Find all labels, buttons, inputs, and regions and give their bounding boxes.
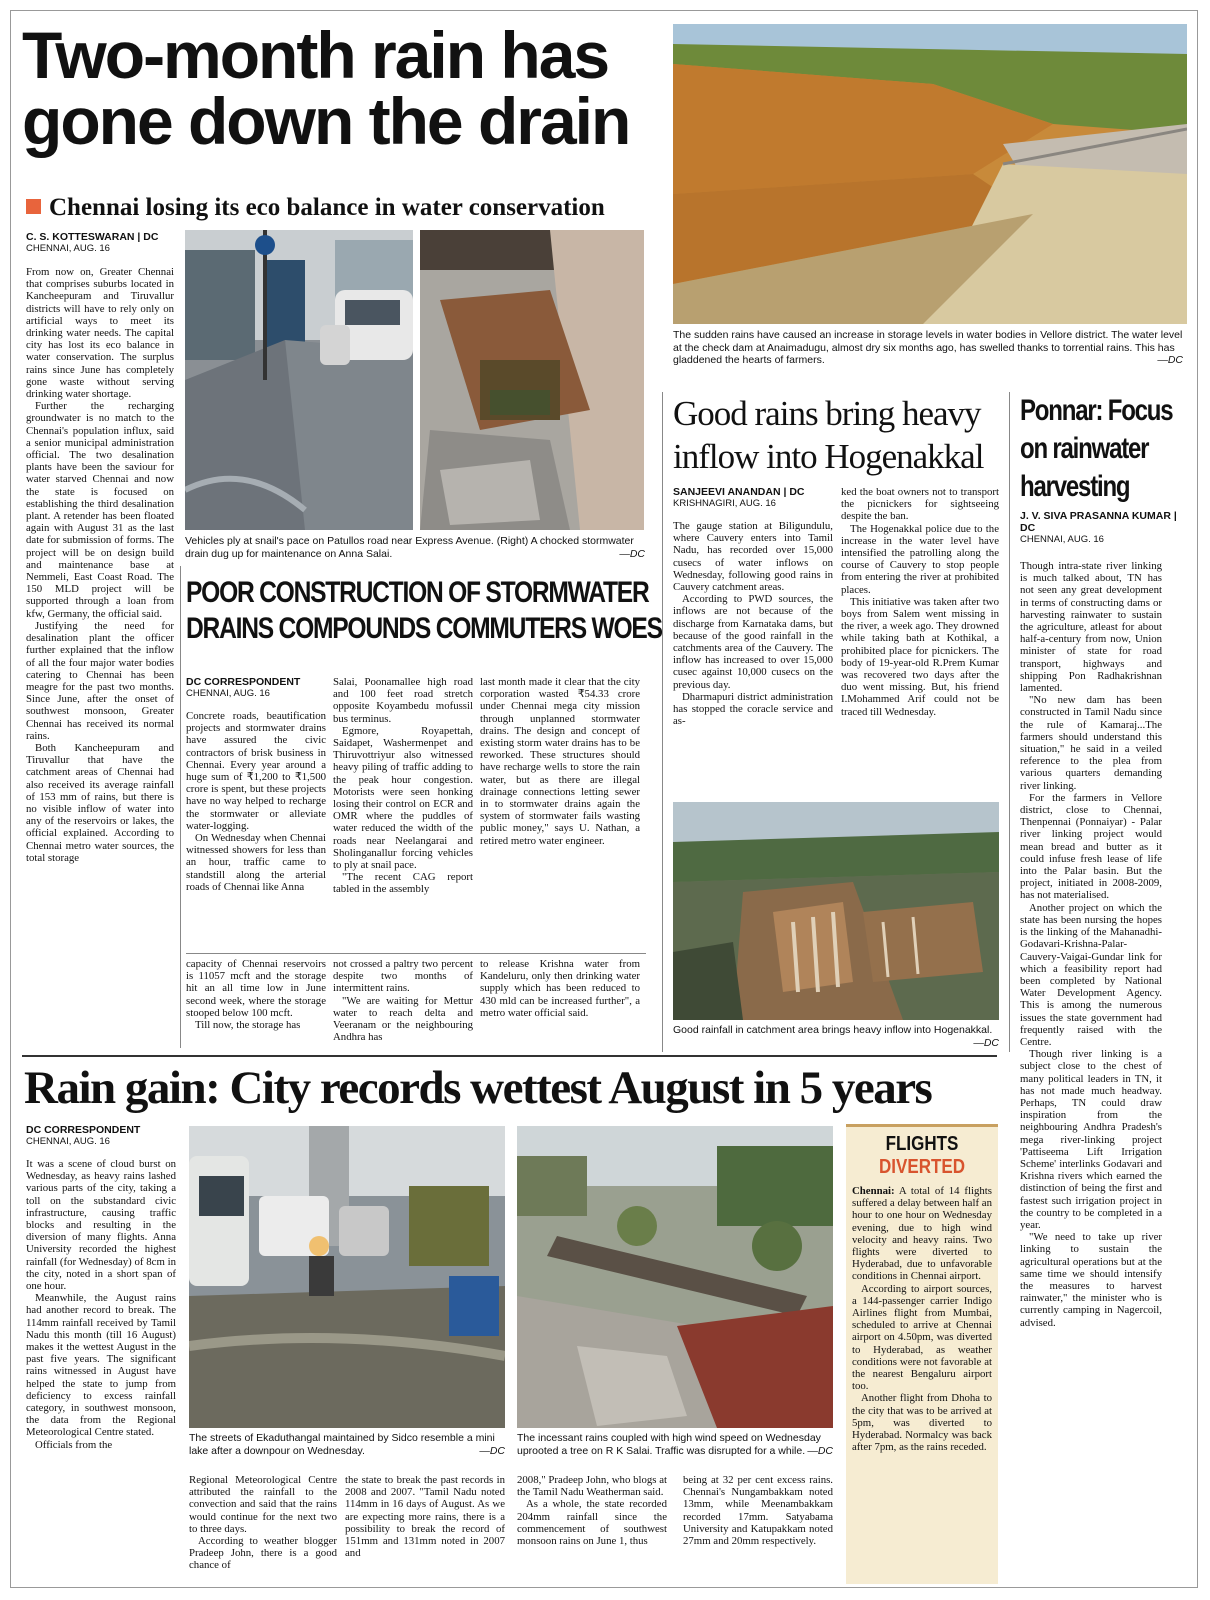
paragraph: According to airport sources, a 144-passenger carrier Indigo Airlines flight from Mumbai, scheduled to arrive at Chennai airport on 4.50pm, was diverted to Hyderabad, as weather conditions were not favorable at the nearest Bengaluru airport too. [852, 1282, 992, 1393]
photo-hogenakkal [673, 802, 999, 1020]
dam-photo-icon [673, 24, 1187, 324]
paragraph: last month made it clear that the city corporation wasted ₹54.33 crore under Chennai mega city mission through unplanned stormwater drains. The design and concept of existing storm water drains has to be reworked. These structures should have recharge wells to store the rain water, but as there are illegal drainage connections letting sewer in to stormwater drains again the system of stormwater fails wasting public money," says U. Nathan, a retired metro water engineer. [480, 676, 640, 847]
headline-line: POOR CONSTRUCTION OF STORMWATER [186, 576, 649, 609]
story5-headline: Rain gain: City records wettest August in 5 years [24, 1062, 932, 1114]
main-headline: Two-month rain has gone down the drain [22, 18, 630, 158]
paragraph: Egmore, Royapettah, Saidapet, Washermenpet and Thiruvottriyur also witnessed heavy piling of traffic adding to the peak hour congestion. Motorists were seen honking losing their control on ECR and OMR where the puddles of water reduced the width of the roads near Neelangarai and Sholinganallur forcing vehicles to ply at snail pace. [333, 724, 473, 872]
photo-credit: —DC [807, 1444, 833, 1457]
byline: J. V. SIVA PRASANNA KUMAR | DC [1020, 510, 1177, 534]
caption-text: The streets of Ekaduthangal maintained by Sidco resemble a mini lake after a downpour on Wednesday. [189, 1432, 495, 1457]
paragraph: A total of 14 flights suffered a delay between half an hour to one hour on Wednesday evening, due to high wind velocity and heavy rains. Two flights were diverted to Hyderabad, due to unfavorable conditions in Chennai airport. [852, 1185, 992, 1283]
story3-column-1 [673, 520, 833, 800]
paragraph: Justifying the need for desalination plant the officer further explained that the inflow of all the four major water bodies catering to Chennai has been meagre for the past two months. Since June, after the onset of southwest monsoon, Greater Chennai has received its normal rains. [26, 619, 174, 742]
paragraph: "The recent CAG report tabled in the assembly [333, 871, 473, 896]
fallen-tree-photo-icon [517, 1126, 833, 1428]
paragraph: On Wednesday when Chennai witnessed showers for less than an hour, traffic came to standstill along the arterial roads of Chennai like Anna [186, 832, 326, 893]
story4-byline-block [1020, 510, 1185, 545]
paragraph: Meanwhile, the August rains had another record to break. The 114mm rainfall received by Tamil Nadu this month (till 16 August) makes it the wettest August in the past five years. The significant rains witnessed in August have helped the state to jump from deficiency to excess rainfall category, in southwest monsoon, the data from the Regional Meteorological Centre stated. [26, 1292, 176, 1439]
flooded-street-photo-icon [189, 1126, 505, 1428]
caption-text: Vehicles ply at snail's pace on Patullos road near Express Avenue. (Right) A chocked stormwater drain dug up for maintenance on Anna Salai. [185, 535, 634, 560]
paragraph: The Hogenakkal police due to the increase in the water level have intensified the patrolling along the course of Cauvery to stop people from entering the river at prohibited places. [841, 522, 999, 596]
paragraph: "We need to take up river linking to sustain the agricultural operations but at the same time we should intensify the measures to harvest rainwater," the minister who is currently camping in Nagercoil, advised. [1020, 1231, 1162, 1329]
flights-diverted-panel [846, 1124, 998, 1584]
divider [186, 953, 646, 954]
drain-photo-icon [420, 230, 644, 530]
story5-caption-2 [517, 1432, 833, 1457]
paragraph: According to PWD sources, the inflows are not because of the discharge from Karnataka dams, but because of the good rainfall in the catchments area of the Cauvery. The inflow has increased to over 15,000 cusec against 10,000 cusecs on the previous day. [673, 593, 833, 691]
paragraph: capacity of Chennai reservoirs is 11057 mcft and the storage hit an all time low in June second week, where the storage stooped below 100 mcft. [186, 958, 326, 1019]
paragraph: Regional Meteorological Centre attributed the rainfall to the convection and said that the rains would continue for the next two to three days. [189, 1474, 337, 1535]
paragraph: For the farmers in Vellore district, close to Chennai, Thenpennai (Ponnaiyar) - Palar river linking project would mean bread and butter as it could infuse fresh lease of life into the Palar basin. But the project, initiated in 2008-2009, has not materialised. [1020, 791, 1162, 902]
paragraph: ked the boat owners not to transport the picnickers for sightseeing despite the ban. [841, 486, 999, 523]
byline: DC CORRESPONDENT [186, 676, 301, 688]
flights-lead: Chennai: [852, 1185, 895, 1197]
story3-headline: Good rains bring heavy inflow into Hogenakkal [673, 394, 984, 476]
caption-text: The incessant rains coupled with high wind speed on Wednesday uprooted a tree on R K Salai. Traffic was disrupted for a while. [517, 1432, 821, 1457]
story5-column-3 [345, 1474, 505, 1584]
paragraph: "We are waiting for Mettur water to reach delta and Veeranam or the neighbouring Andhra has [333, 994, 473, 1044]
dateline: CHENNAI, AUG. 16 [186, 688, 270, 699]
photo-check-dam [673, 24, 1187, 324]
paragraph: Concrete roads, beautification projects and stormwater drains have assured the civic contractors of brisk business in Chennai. Every year around a huge sum of ₹1,200 to ₹1,500 crore is spent, but these projects have no way helped to recharge the stormwater or alleviate water-logging. [186, 710, 326, 832]
story3-byline-block [673, 486, 833, 509]
paragraph: Another flight from Dhoha to the city that was to be arrived at 5pm, was diverted to Hyderabad. Normalcy was back after 7pm, as the rains receded. [852, 1392, 992, 1454]
photo-credit: —DC [1157, 354, 1183, 366]
byline: SANJEEVI ANANDAN | DC [673, 486, 805, 498]
paragraph: Another project on which the state has been nursing the hopes is the linking of the Mahanadhi-Godavari-Krishna-Palar-Cauvery-Vaigai-Gundar link for which a feasibility report had been completed by National Water Development Agency. This is among the numerous issues the state government had frequently raised with the Centre. [1020, 901, 1162, 1048]
story5-column-5 [683, 1474, 833, 1584]
paragraph: It was a scene of cloud burst on Wednesday, as heavy rains lashed various parts of the city, taking a toll on the substandard civic infrastructure, causing traffic blocks and resulting in the diversion of many flights. Anna University recorded the highest rainfall (for Wednesday) of 8cm in the city, noted in a short span of one hour. [26, 1158, 176, 1293]
story4-headline: Ponnar: Focus on rainwater harvesting [1020, 394, 1173, 503]
paragraph: As a whole, the state recorded 204mm rainfall since the commencement of southwest monsoon rains on June 1, thus [517, 1498, 667, 1548]
story2-headline [186, 575, 662, 647]
divider [662, 392, 663, 1052]
story1-byline-block [26, 231, 176, 254]
flights-title: FLIGHTS [885, 1133, 959, 1155]
main-subhead [26, 194, 605, 222]
divider [1009, 392, 1010, 1052]
photo2-caption [673, 329, 1183, 367]
subhead-text: Chennai losing its eco balance in water conservation [49, 194, 605, 221]
paragraph: being at 32 per cent excess rains. Chennai's Nungambakkam noted 13mm, while Meenambakkam recorded 17mm. Satyabama University and Katupakkam noted 27mm and 20mm respectively. [683, 1474, 833, 1548]
story1-continued-1 [186, 958, 326, 1048]
byline: DC CORRESPONDENT [26, 1124, 141, 1136]
photo-credit: —DC [973, 1036, 999, 1049]
paragraph: Further the recharging groundwater is no match to the Chennai's population influx, said a senior municipal administration official. The two desalination plants have been the saviour for water starved Chennai and now the state is focused on establishing the third desalination plant. A retender has been floated again with August 31 as the last date for submission of forms. The project will be on design build and maintenance base at Nemmeli, East Coast Road. The 150 MLD project will be supported through a loan from kfw, Germany, the official said. [26, 400, 174, 620]
flights-text [846, 1179, 998, 1570]
story1-continued-3 [480, 958, 640, 1048]
paragraph: Officials from the [35, 1438, 113, 1451]
paragraph: Though intra-state river linking is much talked about, TN has not seen any great development in terms of constructing dams or harvesting rainwater to sustain the agriculture, atleast for about half-a-century from now, Union minister of state for road transport, highways and shipping Pon Radhakrishnan lamented. [1020, 560, 1162, 695]
paragraph: to release Krishna water from Kandeluru, only then drinking water supply which has been reduced to 430 mld can be increased further", a metro water official said. [480, 958, 640, 1019]
caption-text: The sudden rains have caused an increase in storage levels in water bodies in Vellore district. The water level at the check dam at Anaimadugu, almost dry six months ago, has swelled thanks to torrential rains. This has gladdened the hearts of farmers. [673, 329, 1183, 366]
photo1-caption [185, 535, 645, 560]
story1-continued-2 [333, 958, 473, 1048]
divider [180, 566, 181, 1048]
paragraph: From now on, Greater Chennai that comprises suburbs located in Kancheepuram and Tiruvallur districts will have to rely only on artificial ways to meet its drinking water needs. The capital city has lost its eco balance in water conservation. The surplus rains since June has completely gone waste without serving drinking water shortage. [26, 266, 174, 401]
photo-uprooted-tree [517, 1126, 833, 1428]
subhead-marker-icon [26, 199, 41, 214]
photo-credit: —DC [619, 547, 645, 560]
paragraph: the state to break the past records in 2008 and 2007. "Tamil Nadu noted 114mm in 16 days of August. As we are expecting more rains, there is a possibility to break the record of 151mm and 131mm noted in 2007 and [345, 1474, 505, 1560]
paragraph: Salai, Poonamallee high road and 100 feet road stretch opposite Koyambedu mofussil bus terminus. [333, 676, 473, 725]
photo-drain-dug [420, 230, 644, 530]
dateline: KRISHNAGIRI, AUG. 16 [673, 498, 776, 509]
paragraph: According to weather blogger Pradeep John, there is a good chance of [189, 1535, 337, 1572]
byline: C. S. KOTTESWARAN | DC [26, 231, 159, 243]
story5-column-2 [189, 1474, 337, 1584]
story2-column-1 [186, 710, 326, 950]
paragraph: Till now, the storage has [195, 1019, 301, 1032]
story5-column-4 [517, 1474, 667, 1584]
dateline: CHENNAI, AUG. 16 [26, 1136, 110, 1147]
story2-column-2 [333, 676, 473, 951]
paragraph: Both Kancheepuram and Tiruvallur that have the catchment areas of Chennai had also received its average rainfall of 153 mm of rains, but there is no visible inflow of water into any of the reservoirs or lakes, the official explained. According to Chennai metro water sources, the total storage [26, 741, 174, 864]
photo-credit: —DC [479, 1444, 505, 1457]
flights-title-diverted: DIVERTED [879, 1156, 965, 1178]
waterfall-photo-icon [673, 802, 999, 1020]
paragraph: Dharmapuri district administration has stopped the coracle service and as- [673, 690, 833, 728]
story3-column-2 [841, 486, 999, 801]
paragraph: The gauge station at Biligundulu, where Cauvery enters into Tamil Nadu, has recorded over 15,000 cusecs of water inflows on Wednesday, following good rains in Cauvery catchment areas. [673, 520, 833, 594]
photo-patullos-road [185, 230, 413, 530]
dateline: CHENNAI, AUG. 16 [1020, 534, 1104, 545]
story1-column [26, 266, 174, 1046]
photo-ekaduthangal [189, 1126, 505, 1428]
paragraph: Though river linking is a subject close to the chest of many political leaders in TN, it has not made much headway. Perhaps, TN could draw inspiration from the neighbouring Andhra Pradesh's mega river-linking project 'Pattiseema Lift Irrigation Scheme' interlinks Godavari and Krishna rivers which earned the distinction of being the first and fastest such irrigation project in the country to be completed in a year. [1020, 1048, 1162, 1231]
paragraph: This initiative was taken after two boys from Salem went missing in the river, a week ago. They drowned while taking bath at Kothikal, a prohibited place for picnickers. The body of 19-year-old R.Prem Kumar was recovered two days after the duo went missing. But, his friend I.Mohammed Arif could not be traced till Wednesday. [841, 595, 999, 718]
caption-text: Good rainfall in catchment area brings heavy inflow into Hogenakkal. [673, 1024, 993, 1036]
story2-byline-block [186, 676, 326, 699]
dateline: CHENNAI, AUG. 16 [26, 243, 110, 254]
story5-column-1 [26, 1158, 176, 1584]
paragraph: "No new dam has been constructed in Tamil Nadu since the rule of Kamaraj...The farmers should understand this situation," he said in a veiled reference to the plea from various quarters demanding river linking. [1020, 694, 1162, 792]
story4-headline-block [1020, 392, 1190, 506]
headline-line: DRAINS COMPOUNDS COMMUTERS WOES [186, 612, 662, 645]
paragraph: not crossed a paltry two percent despite two months of intermittent rains. [333, 958, 473, 995]
story2-column-3 [480, 676, 640, 951]
story4-column [1020, 560, 1162, 1582]
story3-caption [673, 1024, 999, 1049]
divider [22, 1055, 997, 1057]
traffic-photo-icon [185, 230, 413, 530]
story5-byline-block [26, 1124, 186, 1147]
story5-caption-1 [189, 1432, 505, 1457]
paragraph: 2008," Pradeep John, who blogs at the Tamil Nadu Weatherman said. [517, 1474, 667, 1499]
